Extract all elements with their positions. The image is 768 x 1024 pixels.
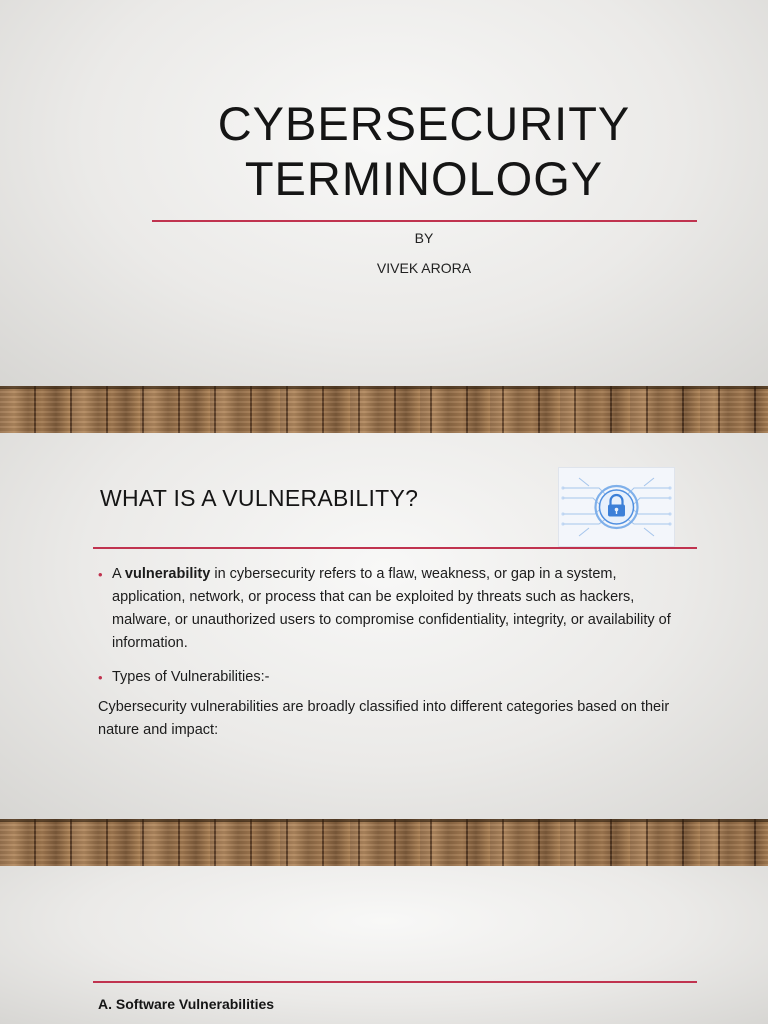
classification-paragraph: Cybersecurity vulnerabilities are broadly classified into different categories based on their nature and impact: (98, 699, 670, 738)
vulnerability-slide (0, 433, 768, 819)
author-name: VIVEK ARORA (376, 260, 472, 276)
title-line-2: TERMINOLOGY (244, 152, 604, 205)
bullet-prefix: A (112, 566, 125, 582)
title-divider (152, 220, 697, 222)
bullet-item (98, 563, 688, 655)
bullet-rest: in cybersecurity refers to a flaw, weakness, or gap in a system, application, network, or process that can be exploited by threats such as hackers, malware, or unauthorized users to compromise confidentiality, integrity, or availability of information. (112, 566, 671, 651)
wood-floor-divider (0, 819, 768, 866)
title-slide (0, 0, 768, 386)
bullet-definition (98, 563, 688, 655)
wood-floor-divider (0, 386, 768, 433)
software-vulnerabilities-slide (0, 866, 768, 1024)
bullet-types (98, 666, 688, 689)
slide-heading: WHAT IS A VULNERABILITY? (100, 485, 419, 511)
padlock-circuit-icon (558, 467, 675, 547)
bullet-item: • Types of Vulnerabilities:- (98, 666, 688, 689)
title-line-1: CYBERSECURITY (217, 97, 631, 150)
heading-divider (93, 547, 697, 549)
heading-divider (93, 981, 697, 983)
slide-title (150, 96, 698, 206)
bold-term: vulnerability (124, 566, 211, 582)
slide-subheading: A. Software Vulnerabilities (98, 996, 275, 1012)
by-label: BY (414, 230, 434, 246)
